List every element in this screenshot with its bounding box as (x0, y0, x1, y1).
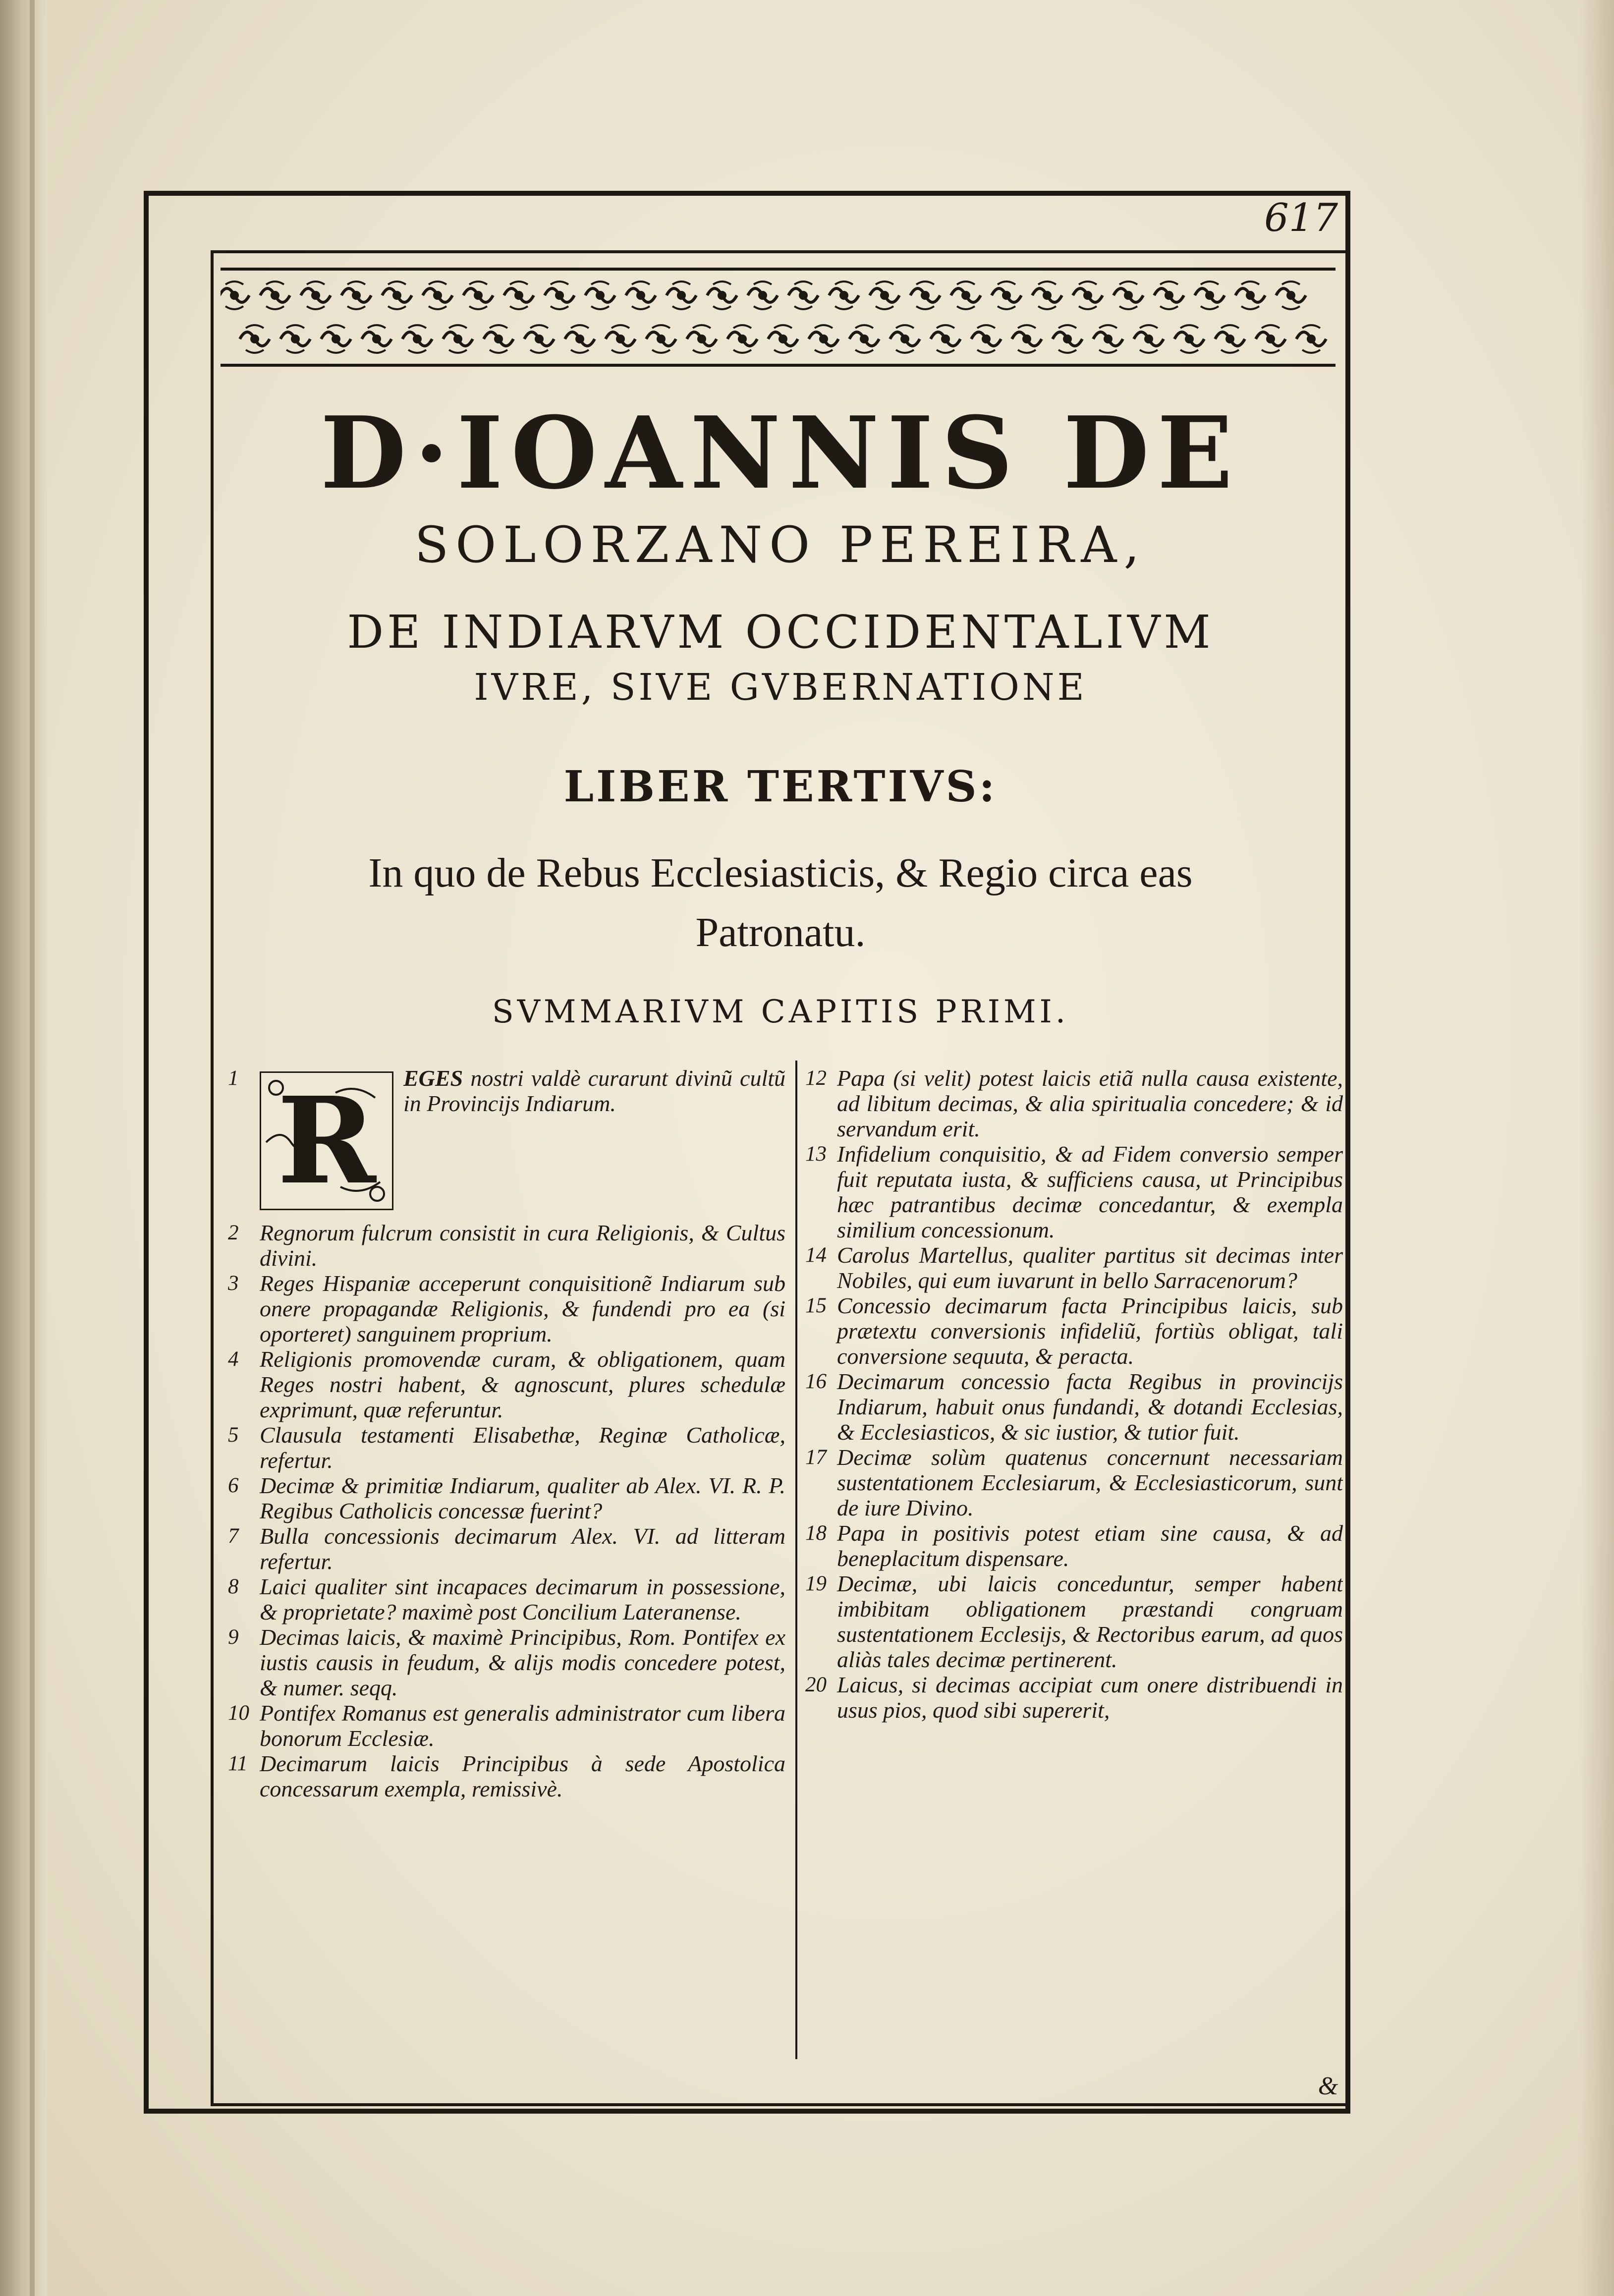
entry-text: Religionis promovendæ curam, & obligationem, quam Reges nostri habent, & agnoscunt, plures schedulæ exprimunt, quæ referuntur. (260, 1346, 785, 1422)
summary-entry (228, 1065, 785, 1220)
book-subject-line2: Patronatu. (695, 909, 866, 955)
entry-text: Laici qualiter sint incapaces decimarum in possessione, & proprietate? maximè post Concilium Lateranense. (260, 1574, 785, 1624)
page-number: 617 (1264, 196, 1338, 240)
summary-entry (228, 1422, 785, 1473)
summary-entries-left (228, 1220, 785, 1801)
entry-number: 18 (805, 1521, 827, 1545)
entry-text: Pontifex Romanus est generalis administrator cum libera bonorum Ecclesiæ. (260, 1700, 785, 1751)
entry-text: Papa (si velit) potest laicis etiã nulla causa existente, ad libitum decimas, & alia spiritualia concedere; & id servandum erit. (837, 1065, 1343, 1141)
entry-text: Bulla concessionis decimarum Alex. VI. ad litteram refertur. (260, 1523, 785, 1574)
entry-number: 12 (805, 1066, 827, 1090)
entry-text: Decimarum laicis Principibus à sede Apostolica concessarum exempla, remissivè. (260, 1751, 785, 1801)
entry-number: 19 (805, 1572, 827, 1595)
summary-entry (805, 1520, 1343, 1571)
entry-text: Reges Hispaniæ acceperunt conquisitionẽ Indiarum sub onere propagandæ Religionis, & fundendi pro ea (si oporteret) sanguinem proprium. (260, 1271, 785, 1346)
summary-entry (228, 1346, 785, 1422)
work-title-line2: IVRE, SIVE GVBERNATIONE (474, 666, 1087, 709)
entry-text: Infidelium conquisitio, & ad Fidem conversio semper fuit reputata iusta, & sufficiens causa, ut Principibus hæc patrantibus decimæ concedantur, & exempla similium concessionum. (837, 1141, 1343, 1242)
entry-number: 9 (228, 1625, 239, 1649)
entry-number: 20 (805, 1673, 827, 1696)
book-heading: LIBER TERTIVS: (563, 762, 998, 812)
entry-number: 5 (228, 1423, 239, 1447)
summary-entry (228, 1700, 785, 1751)
summary-entry (805, 1672, 1343, 1723)
entry-text: Concessio decimarum facta Principibus laicis, sub prætextu conversionis infideliũ, fortiùs obligat, tali conversione sequuta, & peracta. (837, 1293, 1343, 1369)
floral-scroll-ornament (221, 271, 1330, 364)
entry-text: Laicus, si decimas accipiat cum onere distribuendi in usus pios, quod sibi supererit, (837, 1672, 1343, 1723)
entry-text: Decimæ & primitiæ Indiarum, qualiter ab Alex. VI. R. P. Regibus Catholicis concessæ fuerint? (260, 1473, 785, 1523)
column-divider (795, 1061, 797, 2059)
summary-column-right (805, 1065, 1343, 2059)
entry-text: Decimarum concessio facta Regibus in provincijs Indiarum, habuit onus fundandi, & dotandi Ecclesias, & Ecclesiasticos, & sic iustior, & tutior fuit. (837, 1369, 1343, 1445)
work-title-line1: DE INDIARVM OCCIDENTALIVM (347, 606, 1214, 659)
entry-text: nostri valdè curarunt divinũ cultũ in Provincijs Indiarum. (403, 1065, 785, 1116)
page-edge-shadow (1579, 0, 1614, 2296)
summary-entry (805, 1445, 1343, 1520)
entry-number: 3 (228, 1272, 239, 1295)
entry-lead-word: EGES (403, 1065, 463, 1091)
ornamental-headpiece (221, 268, 1336, 367)
entry-number: 10 (228, 1701, 249, 1725)
entry-number: 8 (228, 1575, 239, 1598)
entry-number: 7 (228, 1524, 239, 1548)
book-subject-line1: In quo de Rebus Ecclesiasticis, & Regio circa eas (368, 850, 1193, 896)
entry-number: 4 (228, 1347, 239, 1371)
entry-number: 15 (805, 1294, 827, 1317)
binding-gutter (0, 0, 47, 2296)
summary-column-left (228, 1065, 785, 2059)
entry-number: 13 (805, 1142, 827, 1166)
summary-entry (805, 1141, 1343, 1242)
initial-flourish-icon (261, 1073, 392, 1209)
entry-number: 14 (805, 1243, 827, 1267)
entry-text: Decimas laicis, & maximè Principibus, Rom. Pontifex ex iustis causis in feudum, & alijs modis concedere potest, & numer. seqq. (260, 1624, 785, 1700)
entry-number: 11 (228, 1752, 248, 1775)
author-title-line1: D·IOANNIS DE (320, 395, 1241, 511)
entry-text: Regnorum fulcrum consistit in cura Religionis, & Cultus divini. (260, 1220, 785, 1271)
entry-text: Decimæ solùm quatenus concernunt necessariam sustentationem Ecclesiarum, & Ecclesiasticorum, sunt de iure Divino. (837, 1445, 1343, 1520)
summary-entry (228, 1271, 785, 1346)
summary-entry (228, 1751, 785, 1801)
entry-number: 16 (805, 1370, 827, 1393)
summary-entry (805, 1065, 1343, 1141)
summary-entry (228, 1523, 785, 1574)
entry-number: 17 (805, 1446, 827, 1469)
author-title-line2: SOLORZANO PEREIRA, (414, 516, 1147, 574)
summary-entry (228, 1574, 785, 1624)
entry-text: Clausula testamenti Elisabethæ, Reginæ Catholicæ, refertur. (260, 1422, 785, 1473)
summary-entry (228, 1220, 785, 1271)
entry-text: Decimæ, ubi laicis conceduntur, semper habent imbibitam obligationem præstandi congruam sustentationem Ecclesijs, & Rectoribus earum, ad quos aliàs tales decimæ pertinerent. (837, 1571, 1343, 1672)
catchword: & (1318, 2072, 1338, 2100)
summary-entry (805, 1571, 1343, 1672)
summary-entry (228, 1473, 785, 1523)
entry-number: 6 (228, 1474, 239, 1497)
summary-entry (805, 1293, 1343, 1369)
summary-entry (228, 1624, 785, 1700)
initial-letter: R (277, 1071, 376, 1211)
summary-heading: SVMMARIVM CAPITIS PRIMI. (492, 994, 1069, 1030)
entry-text: Papa in positivis potest etiam sine causa, & ad beneplacitum dispensare. (837, 1520, 1343, 1571)
summary-entries-right (805, 1065, 1343, 1723)
entry-number: 1 (228, 1066, 239, 1090)
entry-text: Carolus Martellus, qualiter partitus sit decimas inter Nobiles, qui eum iuvarunt in bello Sarracenorum? (837, 1242, 1343, 1293)
gutter-fold (30, 0, 35, 2296)
entry-number: 2 (228, 1221, 239, 1244)
summary-entry (805, 1369, 1343, 1445)
decorated-initial (260, 1071, 393, 1210)
summary-entry (805, 1242, 1343, 1293)
